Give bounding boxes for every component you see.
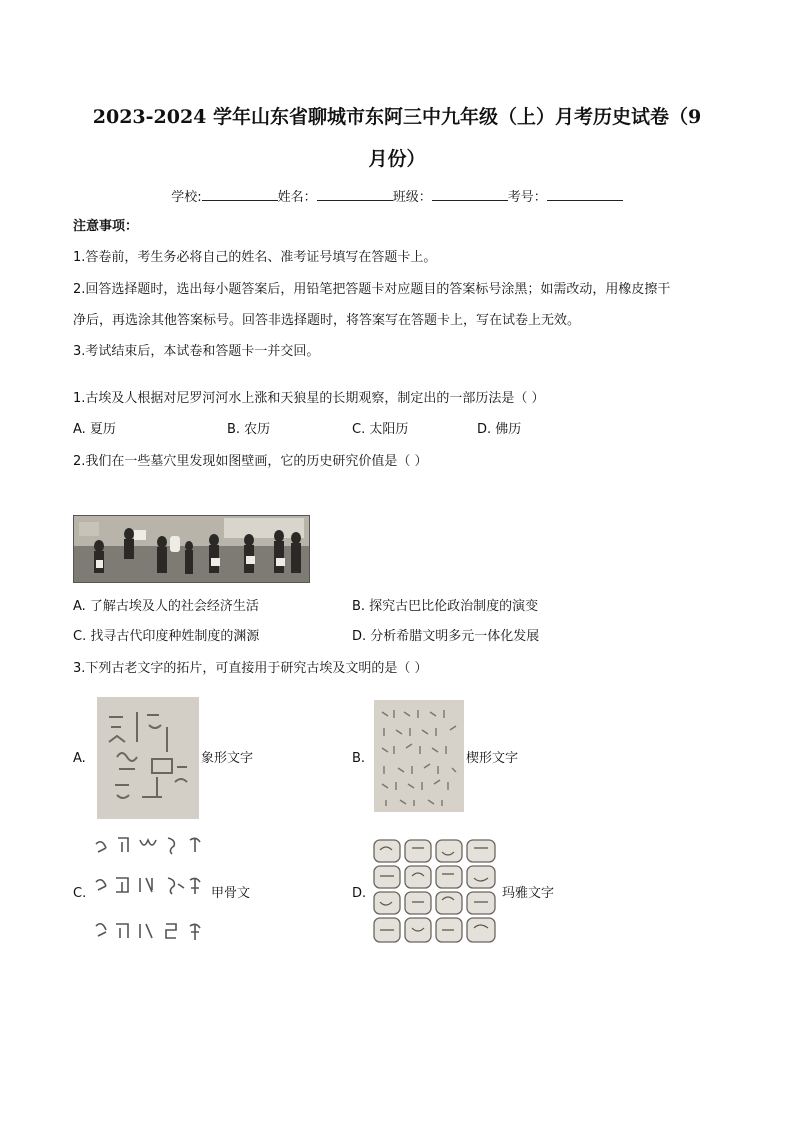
q1-option-b[interactable]: B. 农历 bbox=[227, 422, 271, 437]
tomb-mural-drawing bbox=[74, 516, 309, 582]
student-info-line bbox=[0, 186, 794, 205]
oracle-bone-drawing bbox=[92, 832, 210, 950]
q1-option-d[interactable]: D. 佛历 bbox=[477, 422, 522, 437]
exam-title-line2: 月份） bbox=[368, 148, 426, 170]
name-label: 姓名： bbox=[277, 190, 317, 205]
q3-option-c-label: 甲骨文 bbox=[211, 886, 251, 901]
q2-option-c[interactable]: C. 找寻古代印度种姓制度的渊源 bbox=[73, 629, 260, 644]
cuneiform-drawing bbox=[374, 700, 464, 812]
q2-option-a[interactable]: A. 了解古埃及人的社会经济生活 bbox=[73, 599, 259, 614]
maya-glyph-drawing bbox=[372, 836, 500, 948]
q3-option-b-label: 楔形文字 bbox=[466, 751, 519, 766]
class-blank[interactable] bbox=[432, 188, 508, 201]
q2-option-d[interactable]: D. 分析希腊文明多元一体化发展 bbox=[352, 629, 540, 644]
number-blank[interactable] bbox=[547, 188, 623, 201]
q1-stem: 1.古埃及人根据对尼罗河河水上涨和天狼星的长期观察，制定出的一部历法是（ ） bbox=[73, 391, 545, 406]
notes-item-2a: 2.回答选择题时，选出每小题答案后，用铅笔把答题卡对应题目的答案标号涂黑；如需改动，用橡皮擦干 bbox=[73, 282, 671, 297]
q2-stem: 2.我们在一些墓穴里发现如图壁画，它的历史研究价值是（ ） bbox=[73, 454, 428, 469]
number-label: 考号： bbox=[507, 190, 547, 205]
q3-stem: 3.下列古老文字的拓片，可直接用于研究古埃及文明的是（ ） bbox=[73, 661, 428, 676]
q1-option-a[interactable]: A. 夏历 bbox=[73, 422, 116, 437]
notes-item-2b: 净后，再选涂其他答案标号。回答非选择题时，将答案写在答题卡上，写在试卷上无效。 bbox=[73, 313, 581, 328]
q3-option-a-label: 象形文字 bbox=[201, 751, 254, 766]
q3-option-d-letter[interactable]: D. bbox=[352, 886, 367, 901]
school-blank[interactable] bbox=[202, 188, 278, 201]
tomb-mural-image bbox=[73, 515, 310, 583]
name-blank[interactable] bbox=[317, 188, 393, 201]
q3-option-a-letter[interactable]: A. bbox=[73, 751, 86, 766]
class-label: 班级： bbox=[392, 190, 432, 205]
q3-option-b-letter[interactable]: B. bbox=[352, 751, 366, 766]
q3-option-d-label: 玛雅文字 bbox=[502, 886, 555, 901]
oracle-bone-script-image bbox=[92, 832, 210, 950]
notes-item-1: 1.答卷前，考生务必将自己的姓名、准考证号填写在答题卡上。 bbox=[73, 250, 437, 265]
maya-script-image bbox=[372, 836, 500, 948]
q2-option-b[interactable]: B. 探究古巴比伦政治制度的演变 bbox=[352, 599, 539, 614]
q3-option-c-letter[interactable]: C. bbox=[73, 886, 87, 901]
hieroglyph-rubbing-image bbox=[97, 697, 199, 819]
exam-title-line1: 2023-2024 学年山东省聊城市东阿三中九年级（上）月考历史试卷（9 bbox=[92, 106, 702, 128]
notes-item-3: 3.考试结束后，本试卷和答题卡一并交回。 bbox=[73, 344, 320, 359]
q1-option-c[interactable]: C. 太阳历 bbox=[352, 422, 409, 437]
hieroglyph-drawing bbox=[97, 697, 199, 819]
cuneiform-rubbing-image bbox=[374, 700, 464, 812]
notes-heading: 注意事项： bbox=[73, 219, 139, 234]
school-label: 学校: bbox=[171, 190, 202, 205]
